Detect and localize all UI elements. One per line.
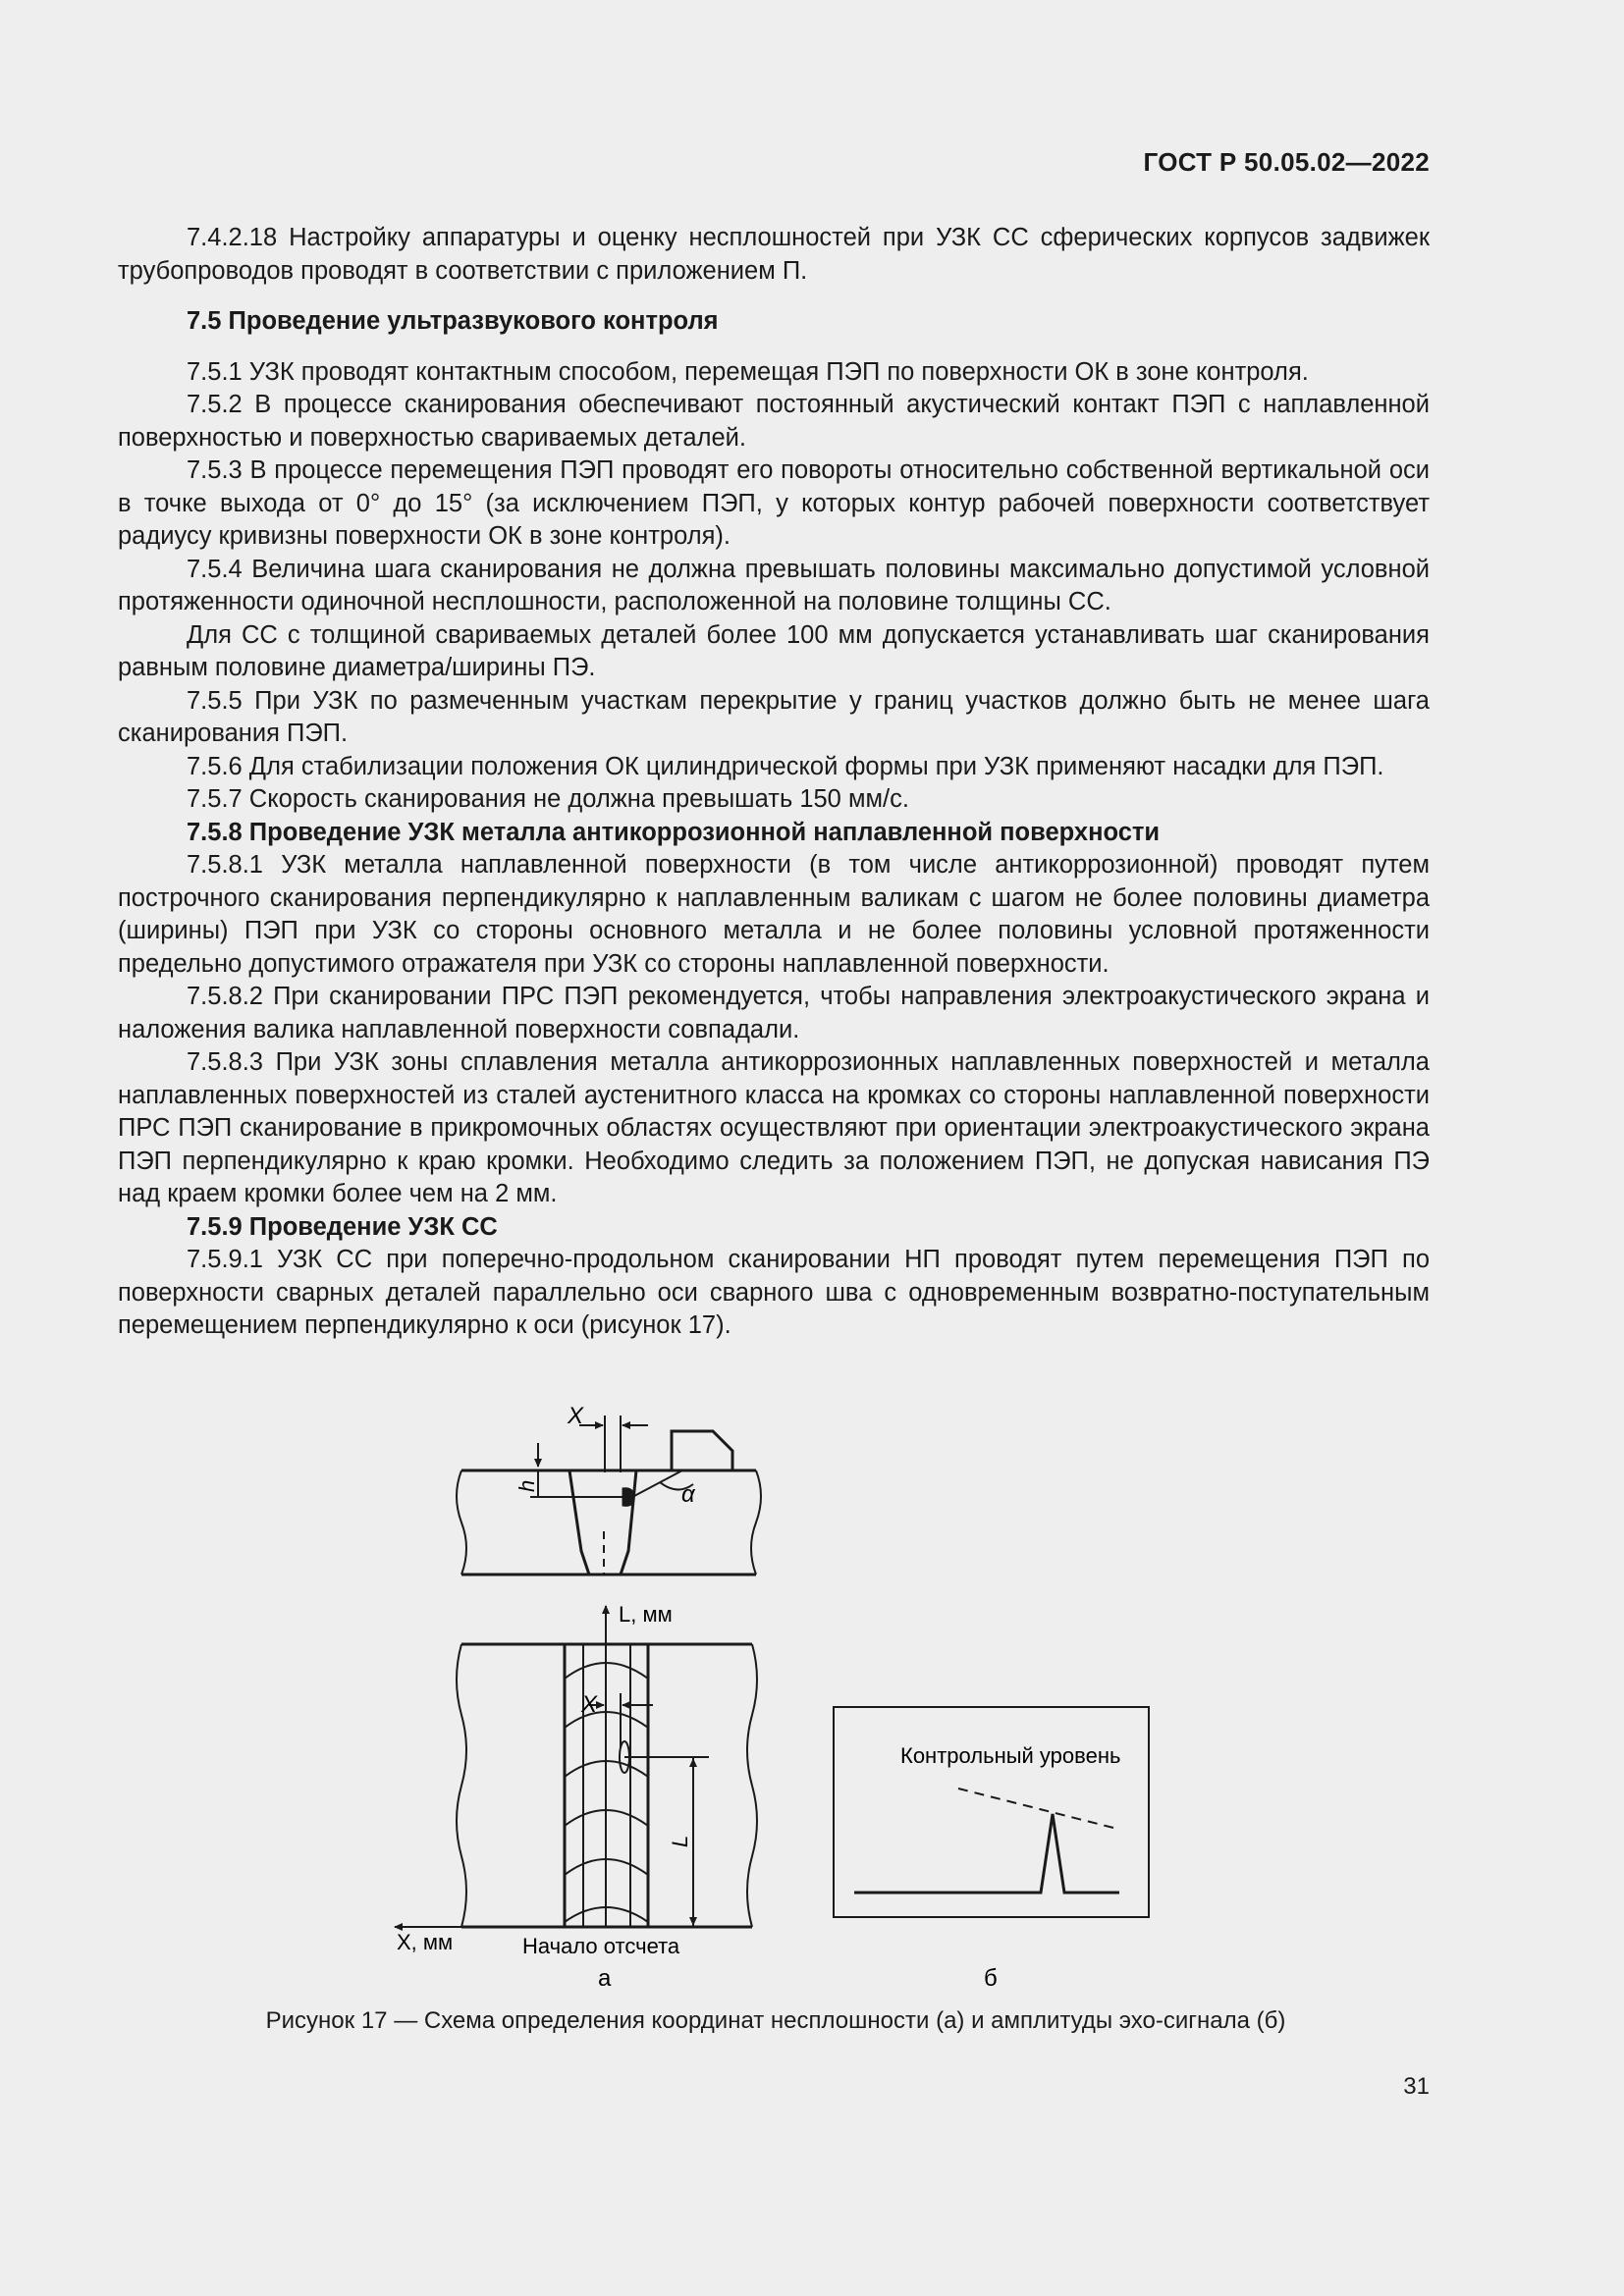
label-l: L — [668, 1835, 692, 1847]
document-code: ГОСТ Р 50.05.02—2022 — [1143, 147, 1430, 177]
paragraph-7-5-7: 7.5.7 Скорость сканирования не должна превышать 150 мм/с. — [187, 785, 909, 813]
flaw-plan-icon — [620, 1741, 629, 1773]
label-alpha: α — [681, 1481, 695, 1508]
paragraph-7-5-4: 7.5.4 Величина шага сканирования не должна превышать половины максимально допустимой условной протяженности одиночной несплошности, расположенной на половине толщины СС. — [118, 555, 1430, 615]
weld-section-view — [457, 1415, 761, 1575]
paragraph-7-5-9-1: 7.5.9.1 УЗК СС при поперечно-продольном сканировании НП проводят путем перемещения ПЭП по поверхности сварных деталей параллельно оси сварного шва с одновременным возвратно-поступательным перемещением перпендикулярно к оси (рисунок 17). — [118, 1246, 1430, 1339]
transducer-icon — [672, 1431, 732, 1470]
paragraph-7-5-4-note: Для СС с толщиной свариваемых деталей более 100 мм допускается устанавливать шаг сканирования равным половине диаметра/ширины ПЭ. — [118, 620, 1430, 681]
label-x-top: X — [568, 1403, 584, 1429]
paragraph-7-5-3: 7.5.3 В процессе перемещения ПЭП проводят его повороты относительно собственной вертикальной оси в точке выхода от 0° до 15° (за исключением ПЭП, у которых контур рабочей поверхности соответствует радиусу кривизны поверхности ОК в зоне контроля). — [118, 456, 1430, 550]
heading-7-5-8: 7.5.8 Проведение УЗК металла антикоррозионной наплавленной поверхности — [187, 818, 1161, 846]
label-control-level: Контрольный уровень — [900, 1743, 1121, 1768]
label-origin: Начало отсчета — [522, 1934, 680, 1958]
heading-7-5-9: 7.5.9 Проведение УЗК СС — [187, 1212, 498, 1241]
weld-plan-view — [395, 1606, 757, 1927]
paragraph-7-5-1: 7.5.1 УЗК проводят контактным способом, перемещая ПЭП по поверхности ОК в зоне контроля. — [187, 357, 1309, 386]
paragraph-7-5-6: 7.5.6 Для стабилизации положения ОК цилиндрической формы при УЗК применяют насадки для ПЭП. — [187, 752, 1384, 780]
paragraph-7-5-5: 7.5.5 При УЗК по размеченным участкам перекрытие у границ участков должно быть не менее шага сканирования ПЭП. — [118, 686, 1430, 747]
label-sub-a: а — [598, 1965, 612, 1992]
label-x-plan: X — [581, 1691, 598, 1718]
echo-pulse — [854, 1814, 1119, 1893]
label-h: h — [514, 1479, 539, 1492]
label-x-axis: X, мм — [397, 1930, 454, 1954]
paragraph-7-5-8-1: 7.5.8.1 УЗК металла наплавленной поверхности (в том числе антикоррозионной) проводят путем построчного сканирования перпендикулярно к наплавленным валикам с шагом не более половины диаметра (ширины) ПЭП при УЗК со стороны основного металла и не более половины условной протяженности предельно допустимого отражателя при УЗК со стороны наплавленной поверхности. — [118, 851, 1430, 978]
page-number: 31 — [1403, 2073, 1430, 2100]
document-body — [118, 222, 1430, 1343]
paragraph-7-5-2: 7.5.2 В процессе сканирования обеспечивают постоянный акустический контакт ПЭП с наплавленной поверхностью и поверхностью свариваемых деталей. — [118, 391, 1430, 452]
figure-caption: Рисунок 17 — Схема определения координат несплошности (а) и амплитуды эхо-сигнала (б) — [265, 2007, 1286, 2034]
label-l-axis: L, мм — [619, 1602, 673, 1627]
label-sub-b: б — [984, 1965, 998, 1992]
echo-signal-screen — [834, 1707, 1149, 1917]
paragraph-7-4-2-18: 7.4.2.18 Настройку аппаратуры и оценку несплошностей при УЗК СС сферических корпусов задвижек трубопроводов проводят в соответствии с приложением П. — [118, 224, 1430, 285]
heading-7-5: 7.5 Проведение ультразвукового контроля — [187, 307, 719, 335]
paragraph-7-5-8-2: 7.5.8.2 При сканировании ПРС ПЭП рекомендуется, чтобы направления электроакустического экрана и наложения валика наплавленной поверхности совпадали. — [118, 983, 1430, 1043]
flaw-icon — [623, 1488, 634, 1507]
paragraph-7-5-8-3: 7.5.8.3 При УЗК зоны сплавления металла антикоррозионных наплавленных поверхностей и металла наплавленных поверхностей из сталей аустенитного класса на кромках со стороны наплавленной поверхности ПРС ПЭП сканирование в прикромочных областях осуществляют при ориентации электроакустического экрана ПЭП перпендикулярно к краю кромки. Необходимо следить за положением ПЭП, не допуская нависания ПЭ над краем кромки более чем на 2 мм. — [118, 1048, 1430, 1207]
